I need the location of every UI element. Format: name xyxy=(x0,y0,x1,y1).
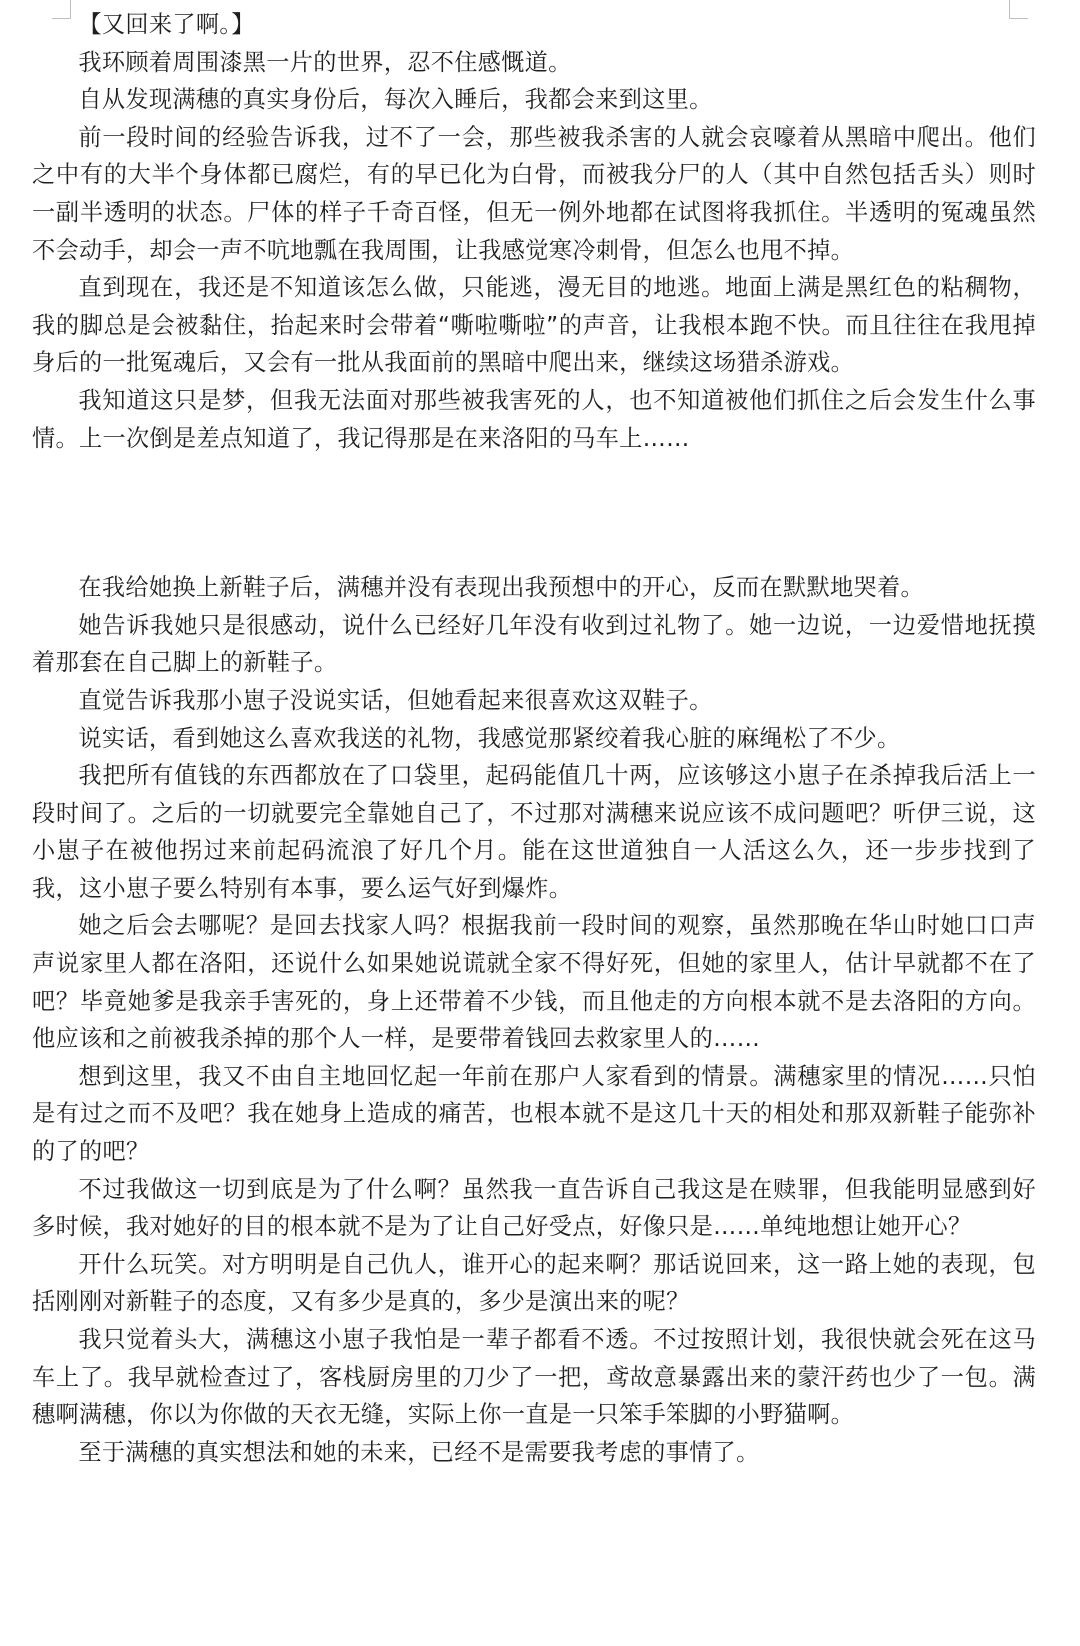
paragraph: 她告诉我她只是很感动，说什么已经好几年没有收到过礼物了。她一边说，一边爱惜地抚摸着那套在自己脚上的新鞋子。 xyxy=(32,611,1036,677)
paragraph: 开什么玩笑。对方明明是自己仇人，谁开心的起来啊？那话说回来，这一路上她的表现，包括刚刚对新鞋子的态度，又有多少是真的，多少是演出来的呢？ xyxy=(32,1250,1036,1316)
paragraph: 直觉告诉我那小崽子没说实话，但她看起来很喜欢这双鞋子。 xyxy=(78,686,713,714)
paragraph: 自从发现满穗的真实身份后，每次入睡后，我都会来到这里。 xyxy=(78,86,713,114)
document-body xyxy=(32,6,1036,1471)
section-break xyxy=(32,457,1036,569)
paragraph: 在我给她换上新鞋子后，满穗并没有表现出我预想中的开心，反而在默默地哭着。 xyxy=(78,574,924,602)
paragraph: 她之后会去哪呢？是回去找家人吗？根据我前一段时间的观察，虽然那晚在华山时她口口声声说家里人都在洛阳，还说什么如果她说谎就全家不得好死，但她的家里人，估计早就都不在了吧？毕竟她爹是我亲手害死的，身上还带着不少钱，而且他走的方向根本就不是去洛阳的方向。他应该和之前被我杀掉的那个人一样，是要带着钱回去救家里人的…… xyxy=(32,912,1036,1053)
paragraph: 不过我做这一切到底是为了什么啊？虽然我一直告诉自己我这是在赎罪，但我能明显感到好多时候，我对她好的目的根本就不是为了让自己好受点，好像只是……单纯地想让她开心？ xyxy=(32,1175,1036,1241)
paragraph: 我环顾着周围漆黑一片的世界，忍不住感慨道。 xyxy=(78,48,572,76)
paragraph: 说实话，看到她这么喜欢我送的礼物，我感觉那紧绞着我心脏的麻绳松了不少。 xyxy=(78,724,901,752)
paragraph: 【又回来了啊。】 xyxy=(78,11,255,38)
paragraph: 直到现在，我还是不知道该怎么做，只能逃，漫无目的地逃。地面上满是黑红色的粘稠物，我的脚总是会被黏住，抬起来时会带着“嘶啦嘶啦”的声音，让我根本跑不快。而且往往在我甩掉身后的一批冤魂后，又会有一批从我面前的黑暗中爬出来，继续这场猎杀游戏。 xyxy=(32,274,1036,377)
paragraph: 我只觉着头大，满穗这小崽子我怕是一辈子都看不透。不过按照计划，我很快就会死在这马车上了。我早就检查过了，客栈厨房里的刀少了一把，鸢故意暴露出来的蒙汗药也少了一包。满穗啊满穗，你以为你做的天衣无缝，实际上你一直是一只笨手笨脚的小野猫啊。 xyxy=(32,1326,1036,1429)
paragraph: 我把所有值钱的东西都放在了口袋里，起码能值几十两，应该够这小崽子在杀掉我后活上一段时间了。之后的一切就要完全靠她自己了，不过那对满穗来说应该不成问题吧？听伊三说，这小崽子在被他拐过来前起码流浪了好几个月。能在这世道独自一人活这么久，还一步步找到了我，这小崽子要么特别有本事，要么运气好到爆炸。 xyxy=(32,762,1036,902)
paragraph: 我知道这只是梦，但我无法面对那些被我害死的人，也不知道被他们抓住之后会发生什么事情。上一次倒是差点知道了，我记得那是在来洛阳的马车上…… xyxy=(32,386,1036,452)
paragraph: 想到这里，我又不由自主地回忆起一年前在那户人家看到的情景。满穗家里的情况……只怕是有过之而不及吧？我在她身上造成的痛苦，也根本就不是这几十天的相处和那双新鞋子能弥补的了的吧？ xyxy=(32,1062,1036,1166)
paragraph: 至于满穗的真实想法和她的未来，已经不是需要我考虑的事情了。 xyxy=(78,1438,760,1466)
paragraph: 前一段时间的经验告诉我，过不了一会，那些被我杀害的人就会哀嚎着从黑暗中爬出。他们之中有的大半个身体都已腐烂，有的早已化为白骨，而被我分尸的人（其中自然包括舌头）则时一副半透明的状态。尸体的样子千奇百怪，但无一例外地都在试图将我抓住。半透明的冤魂虽然不会动手，却会一声不吭地瓢在我周围，让我感觉寒冷刺骨，但怎么也甩不掉。 xyxy=(32,123,1036,264)
